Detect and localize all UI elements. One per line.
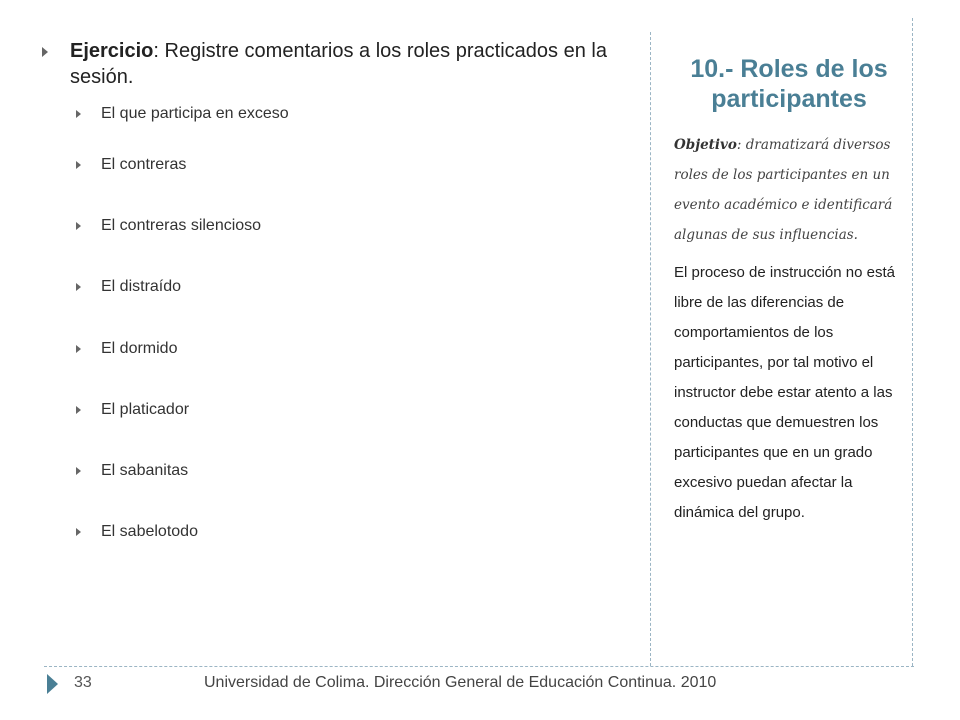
- body-paragraph: El proceso de instrucción no está libre de las diferencias de comportamientos de los participantes, por tal motivo el instructor debe estar atento a las conductas que demuestren los participantes que en un grado excesivo puedan afectar la dinámica del grupo.: [674, 264, 895, 521]
- footer-divider: [44, 666, 914, 667]
- list-item: [76, 257, 626, 318]
- objective-text: : dramatizará diversos roles de los participantes en un evento académico e identificará algunas de sus influencias.: [674, 137, 893, 243]
- right-edge-divider: [912, 18, 913, 666]
- exercise-section: [36, 38, 626, 563]
- role-label: El que participa en exceso: [101, 105, 289, 122]
- exercise-bullet: [36, 38, 626, 90]
- list-item: [76, 94, 626, 134]
- role-label: El platicador: [101, 400, 190, 418]
- slide-footer: [44, 670, 914, 700]
- exercise-description: : Registre comentarios a los roles practicados en la sesión.: [70, 40, 607, 88]
- page-number: 33: [74, 674, 92, 691]
- list-item: [76, 379, 626, 440]
- roles-list: [36, 94, 626, 563]
- list-item: [76, 318, 626, 379]
- objective-paragraph: [674, 130, 910, 250]
- role-label: El sabanitas: [101, 462, 189, 480]
- column-divider: [650, 32, 651, 666]
- footer-text: Universidad de Colima. Dirección General de Educación Continua. 2010: [204, 674, 717, 691]
- bullet-arrow-icon: [42, 47, 48, 57]
- list-item: [76, 134, 626, 195]
- list-item: [76, 195, 626, 256]
- list-item: [76, 440, 626, 501]
- bullet-arrow-icon: [76, 406, 81, 414]
- bullet-arrow-icon: [76, 161, 81, 169]
- role-label: El contreras silencioso: [101, 216, 262, 234]
- role-label: El distraído: [101, 278, 182, 296]
- objective-label: Objetivo: [674, 137, 737, 153]
- footer-triangle-icon: [47, 674, 58, 694]
- bullet-arrow-icon: [76, 283, 81, 291]
- role-label: El contreras: [101, 155, 187, 173]
- role-label: El sabelotodo: [101, 523, 198, 541]
- bullet-arrow-icon: [76, 528, 81, 536]
- bullet-arrow-icon: [76, 222, 81, 230]
- exercise-label: Ejercicio: [70, 40, 154, 62]
- role-label: El dormido: [101, 339, 178, 357]
- exercise-text: [70, 38, 626, 90]
- bullet-arrow-icon: [76, 110, 81, 118]
- topic-section: [674, 54, 910, 528]
- slide-title: 10.- Roles de los participantes: [690, 55, 888, 113]
- list-item: [76, 502, 626, 563]
- bullet-arrow-icon: [76, 467, 81, 475]
- bullet-arrow-icon: [76, 345, 81, 353]
